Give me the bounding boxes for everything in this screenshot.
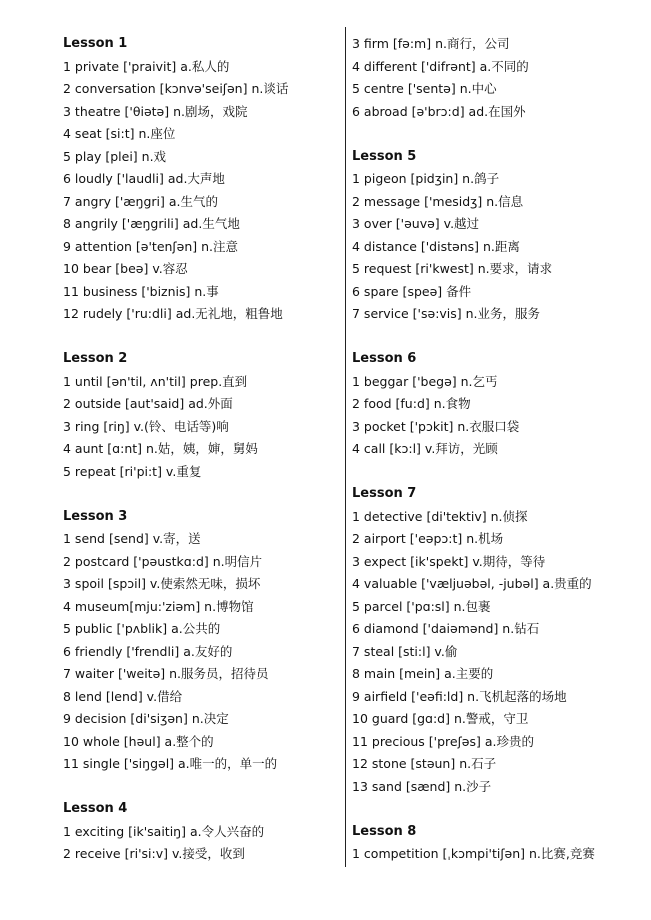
vocab-entry: 3 firm [fə:m] n.商行，公司 xyxy=(352,36,510,51)
vocab-entry: 2 message ['mesidʒ] n.信息 xyxy=(352,193,524,209)
vocab-entry: 1 exciting [ik'saitiŋ] a.令人兴奋的 xyxy=(63,823,265,839)
right-column xyxy=(352,33,642,866)
vocab-entry: 8 lend [lend] v.借给 xyxy=(63,688,183,704)
vocab-entry: 3 theatre ['θiətə] n.剧场，戏院 xyxy=(63,103,248,119)
spacer xyxy=(63,776,343,799)
lesson-heading: Lesson 6 xyxy=(352,351,417,366)
vocab-entry: 4 seat [si:t] n.座位 xyxy=(63,126,176,141)
vocab-entry: 5 parcel ['pɑ:sl] n.包裹 xyxy=(352,598,491,614)
spacer xyxy=(352,798,642,821)
vocab-entry: 11 single ['siŋgəl] a.唯一的，单一的 xyxy=(63,756,278,771)
vocab-entry: 11 business ['biznis] n.事 xyxy=(63,283,219,299)
lesson-heading: Lesson 5 xyxy=(352,148,417,164)
vocab-entry: 1 beggar ['begə] n.乞丐 xyxy=(352,373,498,389)
vocab-entry: 1 send [send] v.寄，送 xyxy=(63,531,201,546)
vocab-entry: 12 rudely ['ru:dli] ad.无礼地，粗鲁地 xyxy=(63,306,283,321)
vocab-entry: 2 food [fu:d] n.食物 xyxy=(352,396,471,411)
vocab-entry: 3 spoil [spɔil] v.使索然无味，损坏 xyxy=(63,576,261,591)
vocab-entry: 6 loudly ['laudli] ad.大声地 xyxy=(63,171,225,186)
vocab-entry: 4 distance ['distəns] n.距离 xyxy=(352,238,520,254)
vocab-entry: 9 attention [ə'tenʃən] n.注意 xyxy=(63,238,238,254)
vocab-entry: 11 precious ['preʃəs] a.珍贵的 xyxy=(352,733,534,749)
vocab-entry: 3 pocket ['pɔkit] n.衣服口袋 xyxy=(352,418,520,434)
vocab-entry: 10 bear [beə] v.容忍 xyxy=(63,261,188,276)
vocab-entry: 1 pigeon [pidʒin] n.鸽子 xyxy=(352,171,500,186)
vocab-entry: 4 different ['difrənt] a.不同的 xyxy=(352,58,529,74)
spacer xyxy=(352,461,642,484)
vocab-entry: 10 guard [gɑ:d] n.警戒，守卫 xyxy=(352,711,529,726)
vocab-entry: 12 stone [stəun] n.石子 xyxy=(352,756,497,771)
vocab-entry: 1 detective [di'tektiv] n.侦探 xyxy=(352,508,528,524)
vocab-entry: 8 angrily ['æŋgrili] ad.生气地 xyxy=(63,216,240,231)
vocab-entry: 6 spare [speə] 备件 xyxy=(352,283,472,299)
vocab-entry: 2 receive [ri'si:v] v.接受，收到 xyxy=(63,846,245,861)
vocab-entry: 7 steal [sti:l] v.偷 xyxy=(352,643,458,659)
spacer xyxy=(352,123,642,146)
vocab-entry: 4 aunt [ɑ:nt] n.姑，姨，婶，舅妈 xyxy=(63,441,258,456)
vocab-entry: 7 service ['sə:vis] n.业务，服务 xyxy=(352,306,541,321)
lesson-heading: Lesson 2 xyxy=(63,351,128,366)
vocab-entry: 6 friendly ['frendli] a.友好的 xyxy=(63,643,233,659)
lesson-heading: Lesson 1 xyxy=(63,36,128,51)
vocab-entry: 9 decision [di'siʒən] n.决定 xyxy=(63,711,229,726)
left-column xyxy=(63,33,343,866)
vocab-entry: 4 valuable ['væljuəbəl, -jubəl] a.贵重的 xyxy=(352,576,592,591)
lesson-heading: Lesson 7 xyxy=(352,486,417,501)
vocab-entry: 3 ring [riŋ] v.(铃、电话等)响 xyxy=(63,418,229,434)
vocab-entry: 7 waiter ['weitə] n.服务员，招待员 xyxy=(63,666,269,681)
vocab-entry: 5 public ['pʌblik] a.公共的 xyxy=(63,621,221,636)
vocab-entry: 5 repeat [ri'pi:t] v.重复 xyxy=(63,463,202,479)
vocab-entry: 10 whole [həul] a.整个的 xyxy=(63,733,214,749)
vocab-entry: 9 airfield ['eəfi:ld] n.飞机起落的场地 xyxy=(352,688,567,704)
vocab-entry: 6 abroad [ə'brɔ:d] ad.在国外 xyxy=(352,103,526,119)
vocab-entry: 7 angry ['æŋgri] a.生气的 xyxy=(63,193,218,209)
column-divider xyxy=(345,27,346,867)
vocab-entry: 6 diamond ['daiəmənd] n.钻石 xyxy=(352,621,540,636)
vocab-entry: 5 centre ['sentə] n.中心 xyxy=(352,81,497,96)
lesson-heading: Lesson 3 xyxy=(63,508,128,524)
vocab-entry: 3 expect [ik'spekt] v.期待，等待 xyxy=(352,553,546,569)
vocab-entry: 13 sand [sænd] n.沙子 xyxy=(352,778,492,794)
vocab-entry: 2 postcard ['pəustkɑ:d] n.明信片 xyxy=(63,553,263,569)
spacer xyxy=(63,326,343,349)
vocab-entry: 1 private ['praivit] a.私人的 xyxy=(63,58,230,74)
vocab-entry: 1 competition [ˌkɔmpi'tiʃən] n.比赛,竞赛 xyxy=(352,846,595,861)
vocab-entry: 4 call [kɔ:l] v.拜访，光顾 xyxy=(352,441,498,456)
vocab-entry: 2 airport ['eəpɔ:t] n.机场 xyxy=(352,531,504,546)
vocab-entry: 2 conversation [kɔnvə'seiʃən] n.谈话 xyxy=(63,81,289,96)
vocab-entry: 4 museum[mju:'ziəm] n.博物馆 xyxy=(63,598,254,614)
lesson-heading: Lesson 8 xyxy=(352,823,417,839)
vocab-entry: 5 play [plei] n.戏 xyxy=(63,148,167,164)
lesson-heading: Lesson 4 xyxy=(63,801,128,816)
vocab-entry: 1 until [ən'til, ʌn'til] prep.直到 xyxy=(63,373,248,389)
vocab-entry: 5 request [ri'kwest] n.要求，请求 xyxy=(352,261,553,276)
vocab-entry: 3 over ['əuvə] v.越过 xyxy=(352,216,480,231)
spacer xyxy=(352,326,642,349)
vocab-entry: 2 outside [aut'said] ad.外面 xyxy=(63,396,233,411)
vocab-entry: 8 main [mein] a.主要的 xyxy=(352,666,494,681)
spacer xyxy=(63,483,343,506)
